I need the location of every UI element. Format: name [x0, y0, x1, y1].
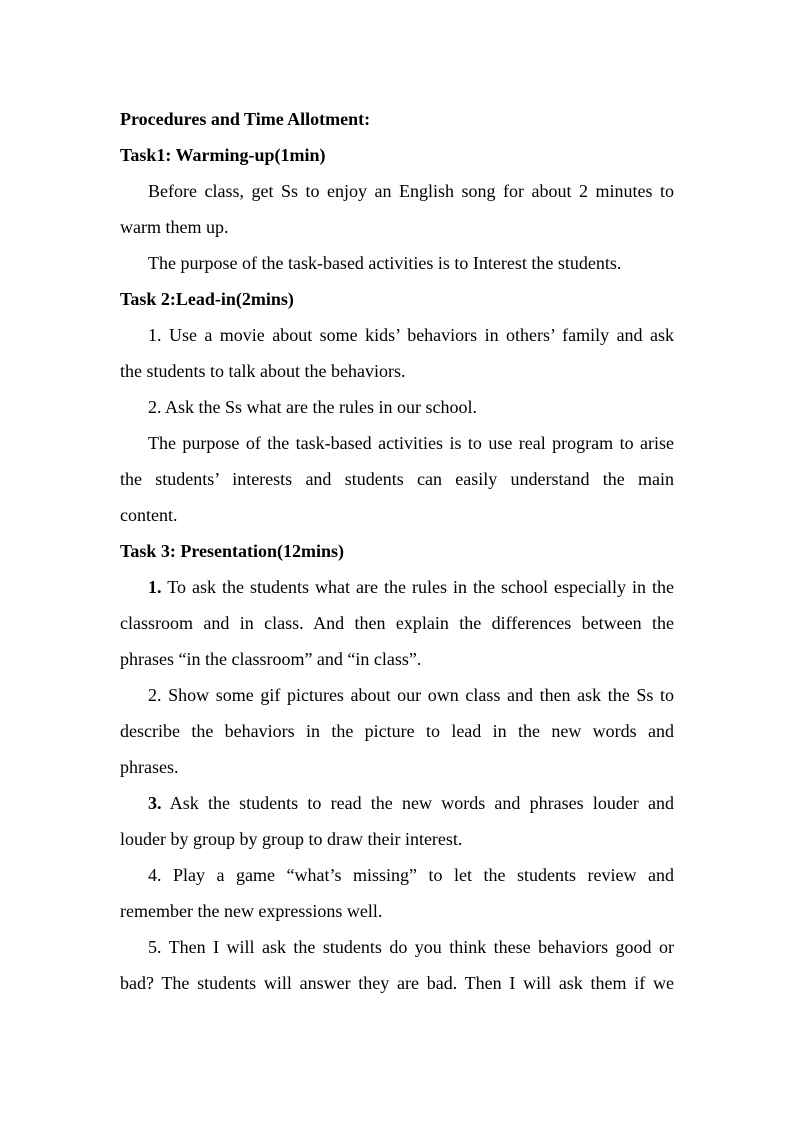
task1-section	[120, 137, 674, 281]
paragraph	[120, 173, 674, 245]
paragraph-line	[120, 569, 674, 605]
paragraph-line: warm them up.	[120, 217, 229, 237]
line-text: Then I will ask the students do you think these behaviors good or	[168, 937, 674, 957]
paragraph-line: louder by group by group to draw their interest.	[120, 829, 463, 849]
list-item	[120, 929, 674, 1001]
paragraph-line: describe the behaviors in the picture to lead in the new words and	[120, 721, 674, 741]
section-heading: Task 3: Presentation(12mins)	[120, 541, 345, 561]
paragraph-line: The purpose of the task-based activities is to use real program to arise	[148, 433, 674, 453]
paragraph-line: phrases.	[120, 757, 179, 777]
paragraph-line: 1. Use a movie about some kids’ behaviors in others’ family and ask	[148, 325, 674, 345]
paragraph-line: The purpose of the task-based activities is to Interest the students.	[148, 253, 622, 273]
line-text: Play a game “what’s missing” to let the students review and	[173, 865, 675, 885]
line-text: Show some gif pictures about our own class and then ask the Ss to	[168, 685, 675, 705]
paragraph-line: classroom and in class. And then explain the differences between the	[120, 613, 674, 633]
paragraph-line	[120, 785, 674, 821]
item-number: 3.	[148, 793, 162, 813]
section-heading: Task 2:Lead-in(2mins)	[120, 289, 294, 309]
paragraph-line	[120, 929, 674, 965]
paragraph-line	[120, 677, 674, 713]
document-body	[120, 101, 674, 1001]
paragraph-line: the students’ interests and students can easily understand the main	[120, 469, 674, 489]
line-text: To ask the students what are the rules in the school especially in the	[167, 577, 674, 597]
item-number: 2.	[148, 685, 162, 705]
paragraph-line	[120, 857, 674, 893]
list-item	[120, 569, 674, 677]
paragraph	[120, 425, 674, 533]
paragraph-line: the students to talk about the behaviors.	[120, 361, 406, 381]
list-item	[120, 857, 674, 929]
task3-section	[120, 533, 674, 1001]
task2-section	[120, 281, 674, 533]
list-item	[120, 785, 674, 857]
paragraph-line: phrases “in the classroom” and “in class”.	[120, 649, 422, 669]
paragraph-line: bad? The students will answer they are bad. Then I will ask them if we	[120, 973, 674, 993]
paragraph	[120, 389, 674, 425]
paragraph-line: 2. Ask the Ss what are the rules in our school.	[148, 397, 477, 417]
list-item	[120, 677, 674, 785]
line-text: Ask the students to read the new words and phrases louder and	[169, 793, 675, 813]
item-number: 1.	[148, 577, 162, 597]
item-number: 5.	[148, 937, 162, 957]
paragraph-line: remember the new expressions well.	[120, 901, 383, 921]
paragraph-line: Before class, get Ss to enjoy an English song for about 2 minutes to	[148, 181, 674, 201]
paragraph	[120, 245, 674, 281]
paragraph	[120, 317, 674, 389]
item-number: 4.	[148, 865, 162, 885]
page-title: Procedures and Time Allotment:	[120, 109, 371, 129]
section-heading: Task1: Warming-up(1min)	[120, 145, 326, 165]
paragraph-line: content.	[120, 505, 178, 525]
